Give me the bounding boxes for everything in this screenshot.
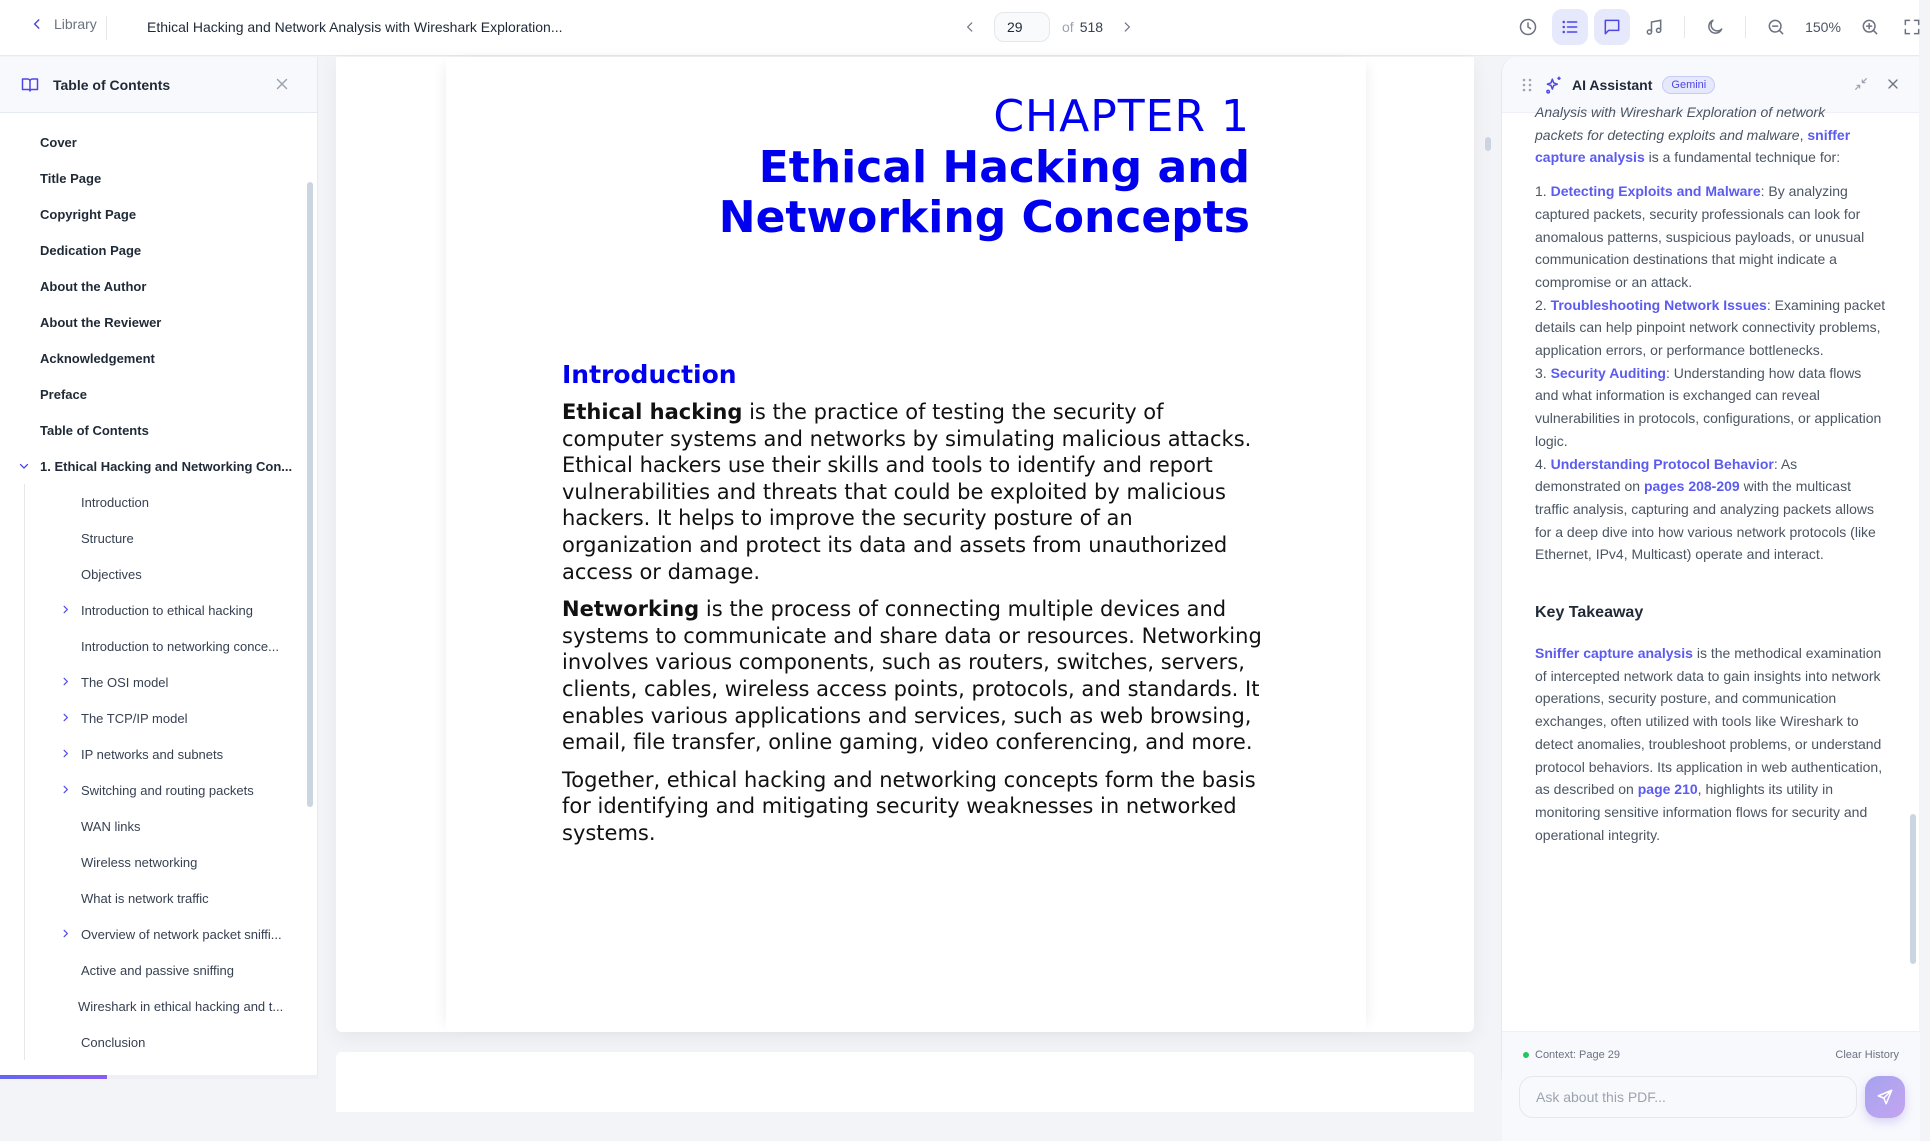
page-of-label: of: [1062, 19, 1074, 35]
toc-header: [0, 57, 317, 113]
list-item: [1535, 453, 1886, 567]
toc-subitem[interactable]: [0, 556, 310, 592]
toolbar-divider: [1684, 16, 1685, 38]
page-reference-link[interactable]: page 210: [1637, 781, 1698, 798]
paragraph-ethical-hacking: [562, 399, 1262, 585]
history-icon: [1518, 17, 1538, 37]
toc-item-about-reviewer[interactable]: About the Reviewer: [40, 314, 162, 330]
toc-sidebar: [0, 57, 318, 1079]
document-viewer: [319, 57, 1491, 1079]
takeaway-text: is the methodical examination of intercepted network data to gain insights into network operations, security posture, and communication exchanges, often utilized with tools like Wireshark to detect anomalies, troubleshoot problems, or understand protocol behaviors. Its application in web authentication, as described on: [1535, 645, 1883, 798]
toc-subitem-label: Active and passive sniffing: [81, 962, 234, 978]
list-number: 3.: [1535, 364, 1551, 381]
zoom-level: 150%: [1805, 19, 1841, 35]
section-heading: Introduction: [562, 360, 737, 389]
toc-subitem[interactable]: [0, 1024, 310, 1060]
dark-mode-button[interactable]: [1697, 9, 1733, 45]
list-item: [1535, 180, 1886, 294]
next-pdf-page: [336, 1052, 1474, 1112]
toc-subitem-label: Wireless networking: [81, 854, 198, 870]
toc-item-cover[interactable]: Cover: [40, 134, 77, 150]
chevron-left-icon: [963, 20, 977, 34]
toc-subitem[interactable]: [0, 700, 310, 736]
chapter-title-line-2: Networking Concepts: [718, 192, 1250, 243]
toc-list: [0, 124, 310, 1060]
toc-item-table-of-contents[interactable]: Table of Contents: [40, 422, 149, 438]
zoom-out-icon: [1766, 17, 1786, 37]
ai-input-area: [1502, 1031, 1920, 1141]
chapter-label: 1. Ethical Hacking and Networking Con...: [40, 458, 293, 474]
drag-handle-icon[interactable]: [1522, 78, 1532, 92]
intro-cut-text: Analysis with Wireshark Exploration of network: [1535, 104, 1826, 120]
page-total: 518: [1079, 19, 1104, 35]
list-item-text: : As demonstrated on: [1535, 455, 1798, 495]
chat-icon: [1602, 17, 1622, 37]
ai-message-area: [1502, 104, 1912, 1031]
back-to-library-button[interactable]: [30, 16, 97, 32]
chevron-right-icon[interactable]: [60, 604, 71, 615]
ai-assistant-panel: [1501, 57, 1919, 1079]
paragraph-together: [562, 767, 1262, 847]
toc-subitem-label: The TCP/IP model: [81, 710, 188, 726]
send-icon: [1876, 1088, 1894, 1106]
toc-subitem[interactable]: [0, 988, 310, 1024]
toc-subitem[interactable]: [0, 664, 310, 700]
previous-page-button[interactable]: [958, 15, 982, 39]
minimize-icon[interactable]: [1853, 76, 1869, 92]
paragraph-text: Together, ethical hacking and networking concepts form the basis for identifying and mitigating security weaknesses in networked systems.: [562, 767, 1256, 845]
zoom-in-button[interactable]: [1852, 9, 1888, 45]
term: Ethical hacking: [562, 400, 743, 424]
fullscreen-icon: [1902, 17, 1922, 37]
paragraph-text: is the process of connecting multiple devices and systems to communicate and share data or resources. Networking involves various components, such as routers, switches, servers, clients, cables, wireless access points, protocols, and standards. It enables various applications and services, such as web browsing, email, file transfer, online gaming, video conferencing, and more.: [562, 597, 1262, 755]
next-page-button[interactable]: [1115, 15, 1139, 39]
toolbar-divider: [1745, 16, 1746, 38]
list-item: [1535, 362, 1886, 453]
toc-subitem-label: Introduction to ethical hacking: [81, 602, 253, 618]
reading-progress-bar: [0, 1075, 318, 1079]
intro-comma: ,: [1799, 126, 1808, 143]
toolbar: [1510, 9, 1930, 45]
chapter-title: [550, 143, 1250, 243]
list-item-text: : Examining packet details can help pinpoint network connectivity problems, application errors, or performance bottlenecks.: [1535, 296, 1886, 359]
toc-subitem[interactable]: [0, 844, 310, 880]
toc-subitem-label: Switching and routing packets: [81, 782, 254, 798]
toc-subitem[interactable]: [0, 592, 310, 628]
toc-subitem-label: What is network traffic: [81, 890, 209, 906]
ai-response-intro: [1535, 101, 1886, 169]
close-icon[interactable]: [1885, 76, 1901, 92]
key-takeaway-heading: Key Takeaway: [1535, 604, 1644, 622]
chapter-title-line-1: Ethical Hacking and: [758, 142, 1250, 193]
intro-italic-text: packets for detecting exploits and malware: [1535, 126, 1800, 143]
list-item-title[interactable]: Detecting Exploits and Malware: [1550, 183, 1761, 200]
toc-item-copyright-page[interactable]: Copyright Page: [40, 206, 137, 222]
reading-progress-fill: [0, 1075, 107, 1079]
takeaway-text: , highlights its utility in monitoring sensitive information flows for security and operational integrity.: [1535, 781, 1868, 843]
list-number: 2.: [1535, 296, 1551, 313]
page-body: [562, 360, 1262, 858]
chapter-number: CHAPTER 1: [993, 91, 1250, 142]
zoom-out-button[interactable]: [1758, 9, 1794, 45]
toc-subitem[interactable]: [0, 736, 310, 772]
clear-history-button[interactable]: Clear History: [1835, 1049, 1899, 1061]
ai-scrollbar[interactable]: [1910, 814, 1916, 964]
toc-item-acknowledgement[interactable]: Acknowledgement: [40, 350, 155, 366]
paragraph-networking: [562, 596, 1262, 756]
toc-subitem[interactable]: [0, 772, 310, 808]
toc-subitem[interactable]: [0, 520, 310, 556]
chevron-down-icon[interactable]: [18, 460, 30, 472]
toc-item-preface[interactable]: Preface: [40, 386, 87, 402]
intro-rest: is a fundamental technique for:: [1644, 149, 1841, 166]
context-indicator: [1523, 1049, 1620, 1061]
toc-subitem-label: Structure: [81, 530, 134, 546]
toc-subitem-label: IP networks and subnets: [81, 746, 224, 762]
list-item-text: with the multicast traffic analysis, capturing and analyzing packets allows for a deep dive into how various network protocols (like Ethernet, IPv4, Multicast) operate and interact.: [1535, 478, 1876, 563]
audio-button[interactable]: [1636, 9, 1672, 45]
ai-response-list: [1535, 180, 1886, 566]
viewer-scrollbar[interactable]: [1485, 137, 1491, 151]
takeaway-term-link[interactable]: Sniffer capture analysis: [1535, 645, 1693, 662]
chevron-right-icon[interactable]: [60, 784, 71, 795]
toc-subitem-label: Introduction: [81, 494, 149, 510]
divider: [106, 16, 107, 40]
paragraph-text: is the practice of testing the security of computer systems and networks by simulating malicious attacks. Ethical hackers use their skills and tools to identify and report vulnerabilities and threats that could be exploited by malicious hackers. It helps to improve the security posture of an organization and protect its data and assets from unauthorized access or damage.: [562, 400, 1252, 584]
intro-link[interactable]: sniffer capture analysis: [1535, 126, 1851, 166]
toc-subitem[interactable]: [0, 808, 310, 844]
list-item-title[interactable]: Troubleshooting Network Issues: [1550, 296, 1767, 313]
toc-item-about-author[interactable]: About the Author: [40, 278, 147, 294]
context-label: Context: Page 29: [1535, 1049, 1621, 1061]
document-title: Ethical Hacking and Network Analysis with Wireshark Exploration...: [147, 19, 563, 35]
ai-chat-toggle-button[interactable]: [1594, 9, 1630, 45]
toc-subitem[interactable]: [0, 484, 310, 520]
ask-input[interactable]: [1519, 1076, 1857, 1118]
toc-subitem-label: Conclusion: [81, 1034, 146, 1050]
pdf-page: [336, 57, 1474, 1032]
zoom-in-icon: [1860, 17, 1880, 37]
model-badge: Gemini: [1662, 76, 1715, 94]
pdf-page-content: [446, 57, 1366, 1032]
toc-subitem[interactable]: [0, 880, 310, 916]
toc-subitem-label: WAN links: [81, 818, 141, 834]
toc-toggle-button[interactable]: [1552, 9, 1588, 45]
toc-title: Table of Contents: [53, 76, 171, 93]
list-number: 1.: [1535, 183, 1551, 200]
list-item-title[interactable]: Security Auditing: [1550, 364, 1666, 381]
status-dot: [1523, 1052, 1529, 1058]
chevron-right-icon: [1120, 20, 1134, 34]
dark-mode-icon: [1705, 17, 1725, 37]
page-navigator: [958, 12, 1139, 42]
back-label: Library: [54, 16, 97, 32]
list-item-text: : By analyzing captured packets, security professionals can look for anomalous patterns, suspicious payloads, or unusual communication destinations that might indicate a compromise or an attack.: [1535, 183, 1865, 290]
key-takeaway-text: [1535, 642, 1886, 846]
toc-subitem-label: The OSI model: [81, 674, 169, 690]
toc-subitem-label: Overview of network packet sniffi...: [81, 926, 282, 942]
toc-subitem[interactable]: [0, 628, 310, 664]
toc-subitem-label: Objectives: [81, 566, 142, 582]
toc-subitem[interactable]: [0, 916, 310, 952]
toc-subitem[interactable]: [0, 952, 310, 988]
audio-icon: [1644, 17, 1664, 37]
list-number: 4.: [1535, 455, 1551, 472]
toc-item-dedication-page[interactable]: Dedication Page: [40, 242, 142, 258]
history-button[interactable]: [1510, 9, 1546, 45]
book-icon: [21, 76, 39, 94]
list-item-title[interactable]: Understanding Protocol Behavior: [1550, 455, 1774, 472]
toc-item-title-page[interactable]: Title Page: [40, 170, 102, 186]
fullscreen-button[interactable]: [1894, 9, 1930, 45]
top-bar: [0, 0, 1919, 56]
page-reference-link[interactable]: pages 208-209: [1643, 478, 1740, 495]
chevron-right-icon[interactable]: [60, 748, 71, 759]
chevron-left-icon: [30, 17, 44, 31]
term: Networking: [562, 597, 700, 622]
close-icon[interactable]: [273, 75, 291, 93]
toc-item-chapter-1[interactable]: [0, 448, 310, 484]
list-item: [1535, 294, 1886, 362]
toc-scrollbar[interactable]: [307, 182, 313, 807]
ai-title: AI Assistant: [1572, 76, 1653, 93]
sparkles-icon: [1544, 75, 1564, 95]
toc-subitem-label: Introduction to networking conce...: [81, 638, 280, 654]
chevron-right-icon[interactable]: [60, 928, 71, 939]
toc-subitem-label: Wireshark in ethical hacking and t...: [78, 998, 284, 1014]
chevron-right-icon[interactable]: [60, 712, 71, 723]
list-item-text: : Understanding how data flows and what information is exchanged can reveal vulnerabilities in protocols, configurations, or application logic.: [1535, 364, 1882, 449]
chevron-right-icon[interactable]: [60, 676, 71, 687]
send-button[interactable]: [1865, 1076, 1905, 1118]
chapter-1-sections: [0, 484, 310, 1060]
toc-list-icon: [1560, 17, 1580, 37]
page-number-input[interactable]: [994, 12, 1050, 42]
